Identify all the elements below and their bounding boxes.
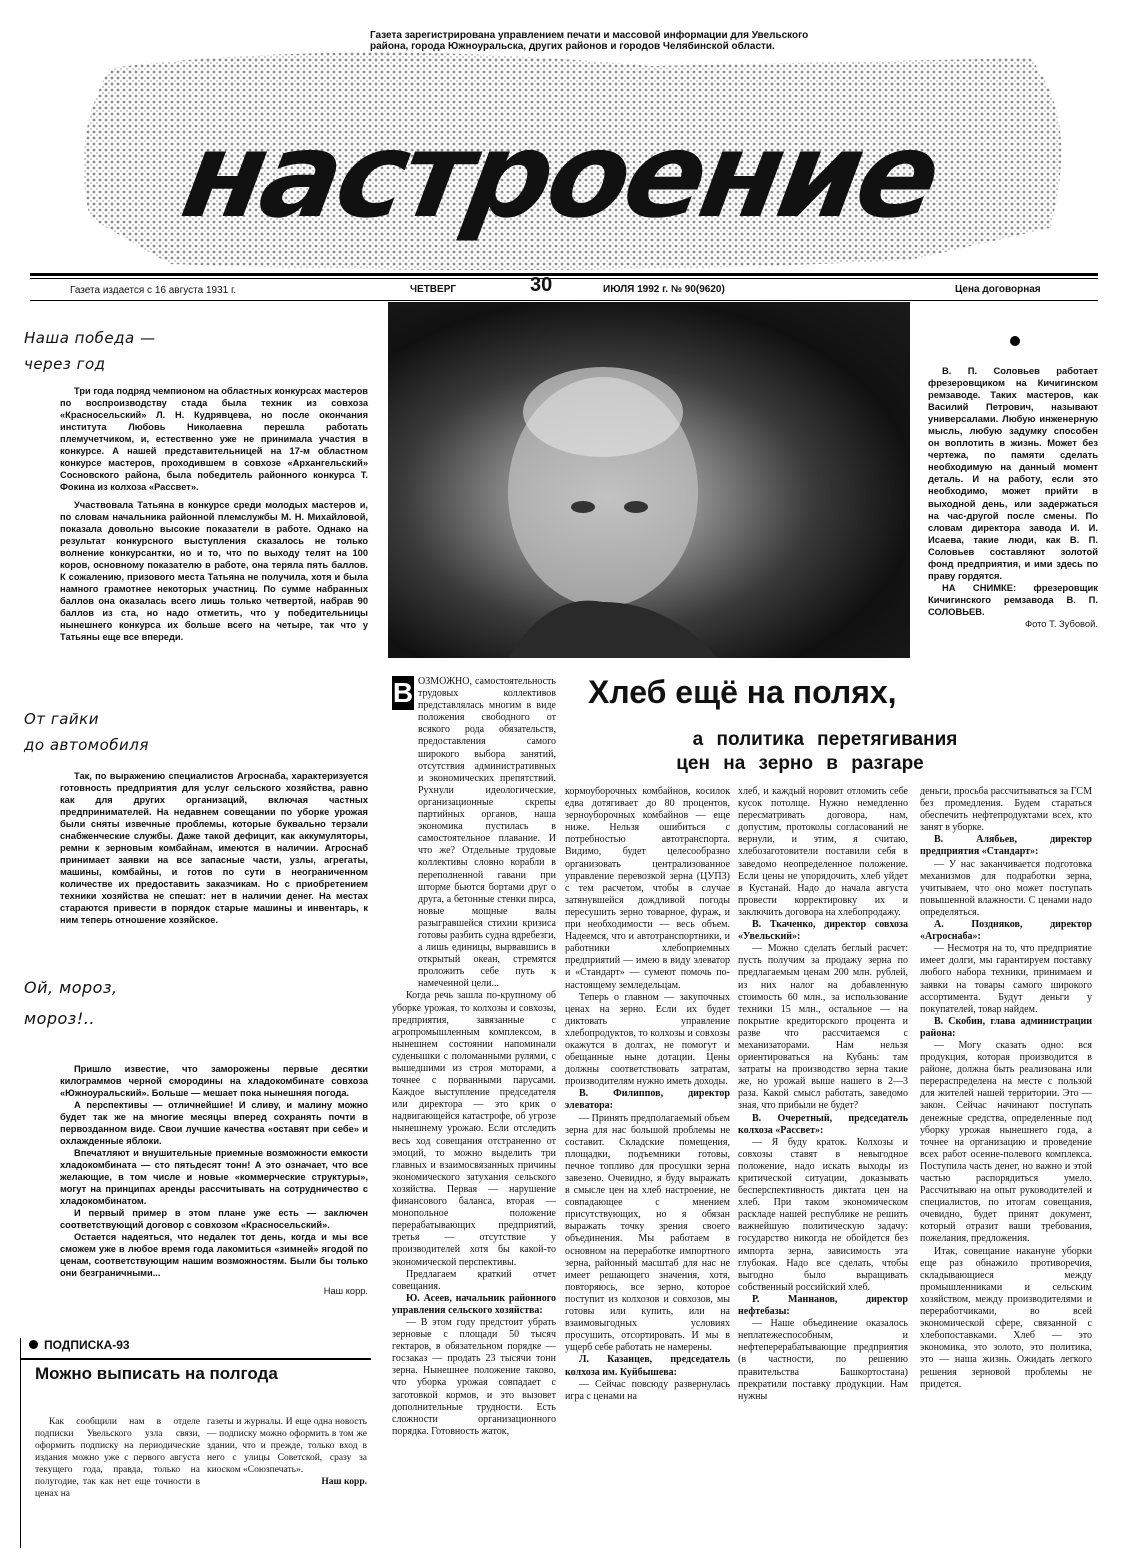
- paragraph: — Я буду краток. Колхозы и совхозы ставят в невыгодное положение, надо искать выходы из критической ситуации, доказывать бесперспективность диктата цен на хлеб. При таком экономическом раскладе нашей республике не решить важнейшую политическую задачу: государство никогда не обойдется без импорта зерна, зависимость эта глубокая. Надо все сделать, чтобы выгодно было выращивать собственный российский хлеб.: [738, 1136, 908, 1293]
- article-frost-signature: Наш корр.: [323, 1286, 368, 1296]
- main-subhead-1: а политика перетягивания: [692, 729, 958, 750]
- subscription-signature: Наш корр.: [321, 1477, 367, 1487]
- masthead-rule-thin: [30, 278, 1098, 279]
- paragraph: деньги, просьба рассчитываться за ГСМ без промедления. Будем стараться обеспечить нефтепродуктами всех, кто занят в уборке.: [920, 786, 1092, 834]
- paragraph: хлеб, и каждый норовит отломить себе кусок потолще. Нужно немедленно пересматривать договора, нам, допустим, протоколы согласований не вернули, и этим, я считаю, хлебозаготовители поставили себя в заведомо неопределенное положение. Если цены не упорядочить, хлеб уйдет в Кустанай. Надо до начала августа провести корректировку их и заключить договора на хлебопродажу.: [738, 786, 908, 918]
- paragraph: — Наше объединение оказалось неплатежеспособным, и нефтеперерабатывающие предприятия (в частности, по решению правительства Башкортостана) прекратили поставку продукции. Нам нужны: [738, 1318, 908, 1402]
- subscription-col-1: [35, 1416, 200, 1500]
- issue-date: ИЮЛЯ 1992 г. № 90(9620): [603, 284, 725, 295]
- speaker: В. Алябьев, директор предприятия «Стандарт»:: [920, 834, 1092, 858]
- article-victory-heading-1: Наша победа —: [24, 329, 156, 347]
- paragraph: Остается надеяться, что недалек тот день, когда и мы все сможем уже в любое время года лакомиться «зимней» ягодой по ценам, соответствующим нашим возможностям. Были бы только они безграничными...: [60, 1232, 368, 1278]
- speaker: А. Поздняков, директор «Агроснаба»:: [920, 919, 1092, 943]
- paragraph: — Несмотря на то, что предприятие имеет долги, мы гарантируем поставку любого набора техники, принимаем и заявки на товары самого широкого ассортимента. Будут деньги у покупателей, товар найдем.: [920, 943, 1092, 1015]
- photo-credit: Фото Т. Зубовой.: [1024, 617, 1098, 629]
- paragraph: Так, по выражению специалистов Агроснаба, характеризуется готовность предприятия для услуг сельского хозяйства, равно как для других организаций, включая частных предпринимателей. На недавнем совещании по уборке урожая были сняты извечные проблемы, которые буквально терзали снабженческие службы. Даже такой дефицит, как аккумуляторы, ремни к зерновым комбайнам, имеются в наличии. Агроснаб принимает заявки на все запасные части, узлы, агрегаты, машины, комбайны, и готов по сути в неограниченном количестве их предоставить заказчикам. Но с приобретением техники хозяйства не спешат: нет в наличии денег. На местах стараются привести в порядок старые машины и инвентарь, к ним теперь отношение хозяйское.: [60, 771, 368, 925]
- speaker: В. Филиппов, директор элеватора:: [565, 1088, 730, 1112]
- article-frost-heading-2: мороз!..: [24, 1009, 95, 1028]
- speaker: Р. Маннанов, директор нефтебазы:: [738, 1293, 908, 1318]
- main-headline: Хлеб ещё на полях,: [588, 674, 897, 710]
- paragraph: — Можно сделать беглый расчет: пусть получим за продажу зерна по предлагаемым ценам 200 млн. рублей, из них налог на добавленную стоимость 60 млн., за использование техники 15 млн., остальное — на покрытие кредиторского процента и разве что рассчитаемся с механизаторами. Нам нельзя ориентироваться на Кубань: там затраты на производство зерна такие же, но урожай выше нашего в 2—3 раза. Какой смысл работать, заведомо зная, что прибыли не будет?: [738, 943, 908, 1112]
- speaker: В. Ткаченко, директор совхоза «Увельский»:: [738, 919, 908, 943]
- paragraph: Как сообщили нам в отделе подписки Увельского узла связи, оформить подписку на периодические издания можно уже с первого августа текущего года, правда, только на полугодие, так как нет еще точности в ценах на: [35, 1417, 200, 1499]
- main-col-3: [738, 786, 908, 1546]
- paragraph: Когда речь зашла по-крупному об уборке урожая, то колхозы и совхозы, предприятия, завязанные с агропромышленным комплексом, в нынешнем состоянии напоминали суденышки с поломанными рулями, с вышедшими из строя моторами, а точнее с порванными парусами. Каждое выступление председателя или директора — это крик о надвигающейся катастрофе, об угрозе нынешнему урожаю. Если отследить весь ход совещания отстраненно от эмоций, то можно выделить три главных и взаимосвязанных причины экономического затухания сельского хозяйства. Первая — нарушение финансового баланса, вторая — монопольное положение перерабатывающих предприятий, третья — отсутствие у производителей хотя бы какой-то экономической перспективы.: [392, 990, 556, 1268]
- paragraph: кормоуборочных комбайнов, косилок едва дотягивает до 80 процентов, зерноуборочных комбайнов — еще ниже. Нельзя ошибиться с потребностью автотранспорта. Видимо, будет целесообразно организовать централизованное управление перевозкой зерна (ЦУПЗ) с тем расчетом, чтобы в случае затянувшейся дождливой погоды пересушить зерно товарное, фураж, и при необходимости — весь объем. Надеемся, что и автотранспортники, и работники хлебоприемных предприятий — имею в виду элеватор и «Стандарт» — сумеют помочь по-настоящему земледельцам.: [565, 786, 730, 991]
- article-victory-body: [60, 385, 368, 643]
- issue-day: 30: [530, 274, 553, 296]
- subscription-box: [20, 1338, 371, 1548]
- paragraph: НА СНИМКЕ: фрезеровщик Кичигинского ремзавода В. П. СОЛОВЬЕВ.: [928, 581, 1098, 617]
- speaker: Ю. Асеев, начальник районного управления сельского хозяйства:: [392, 1292, 556, 1316]
- paragraph: А перспективы — отличнейшие! И сливу, и малину можно будет так же на многие месяцы вперед сохранять почти в первозданном виде. Свои лучшие качества «оставят при себе» и охлажденные яблоки.: [60, 1100, 368, 1146]
- article-victory-heading-2: через год: [24, 355, 106, 373]
- paragraph: Впечатляют и внушительные приемные возможности емкости хладокомбината — сто пятьдесят тонн! А это означает, что все желающие, в том числе и новые «коммерческие структуры», могут на принципах аренды рассчитывать на сотрудничество с хладокомбинатом.: [60, 1148, 368, 1206]
- paragraph: В. П. Соловьев работает фрезеровщиком на Кичигинском ремзаводе. Таких мастеров, как Василий Петрович, называют универсалами. Любую инженерную мысль, любую задумку способен он воплотить в жизнь. Может без чертежа, по памяти сделать необходимую на данный момент деталь. И на работу, если это необходимо, может прийти в выходной день, или задержаться на час-другой после смены. По словам директора завода И. И. Исаева, такие люди, как В. П. Соловьев составляют золотой фонд предприятия, и ими здесь по праву гордятся.: [928, 365, 1098, 581]
- paragraph: — Принять предполагаемый объем зерна для нас большой проблемы не составит. Складские помещения, площадки, подъемники готовы, печное топливо для просушки зерна завезено. Очевидно, я буду выражать в смысле цен на хлеб настроение, не совпадающее с мнением присутствующих, но я обязан выражать точку зрения своего объединения. Мы работаем в основном на переработке импортного зерна, районный масштаб для нас не имеет решающего значения, хотя, повторяюсь, все зерно, которое поступит из колхозов и совхозов, мы готовы или купить, или на взаимовыгодных условиях просушить, отсортировать. И мы в ущерб себе работать не намерены.: [565, 1112, 730, 1354]
- article-agrosnab: [24, 706, 354, 758]
- speaker: В. Скобин, глава администрации района:: [920, 1015, 1092, 1039]
- paragraph: — У нас заканчивается подготовка механизмов для подработки зерна, учитываем, что оно может поступать повышенной влажности. С ценами надо определяться.: [920, 858, 1092, 918]
- paragraph: Теперь о главном — закупочных ценах на зерно. Если их будет диктовать управление хлебопродуктов, то колхозы и совхозы окажутся в долгах, не помогут и обещанные ныне дотации. Цены должны соответствовать затратам, производителям нужно иметь доходы.: [565, 991, 730, 1088]
- masthead-rule-top: [30, 273, 1098, 276]
- paragraph: Участвовала Татьяна в конкурсе среди молодых мастеров и, по словам начальника районной племслужбы М. Н. Михайловой, показала довольно высокие показатели в работе. Однако на результат конкурсного выступления сказалось не только волнение конкурсантки, но и то, что по выходу телят на 100 коров, основному показателю в работе, она теряла пять баллов. К сожалению, призового места Татьяна не получила, хотя и была намного грамотнее некоторых участниц. По сумме набранных баллов она оказалась всего лишь только четвертой, набрав 90 баллов из ста, но надо отметить, что у победительницы нынешнего конкурса их больше всего на четыре, так что у Татьяны еще все впереди.: [60, 500, 368, 642]
- speaker: В. Очеретный, председатель колхоза «Рассвет»:: [738, 1112, 908, 1136]
- paragraph: — Сейчас повсюду развернулась игра с ценами на: [565, 1378, 730, 1402]
- main-subhead-2: цен на зерно в разгаре: [676, 753, 924, 774]
- main-col-1: [392, 676, 556, 1546]
- bullet-icon: [1010, 336, 1020, 346]
- main-col-4: [920, 786, 1092, 1546]
- photo-silhouette: [388, 302, 910, 658]
- newspaper-title: настроение: [173, 106, 947, 244]
- paragraph: — Могу сказать одно: вся продукция, которая производится в районе, должна быть реализована или перераспределена на месте с пользой для жителей нашей территории. Это — закон. Сейчас начинают поступать денежные средства, определенные под уборку урожая нынешнего года, а точнее на организацию и проведение всех работ осенне-полевого комплекса. Поступила часть денег, но важно и этой частью распорядиться умело. Рассчитываю на опыт руководителей и специалистов, по итогам совещания, очевидно, будет принят документ, который отразит ваши требования, пожелания, предложения.: [920, 1039, 1092, 1245]
- drop-cap: В: [392, 677, 414, 708]
- speaker: Л. Казанцев, председатель колхоза им. Куйбышева:: [565, 1354, 730, 1378]
- paragraph: ОЗМОЖНО, самостоятельность трудовых коллективов представлялась многим в виде положения свободного от всякого рода обязательств, предоставления самого широкого выбора занятий, отсутствия административных и экономических препятствий. Рухнули идеологические, организационные скрепы партийных органов, наша экономика пустилась в самостоятельное плавание. И что же? Отдельные трудовые коллективы словно корабли в переполненной гавани при шторме бьются бортами друг о друга, а бетонные стенки пирса, новые мощные валы разыгравшейся стихии кризиса готовы разбить судна вдребезги, а лишь единицы, вырвавшись в открытый океан, стремятся проложить себе путь к намеченной цели...: [418, 676, 556, 990]
- paragraph: И первый пример в этом плане уже есть — заключен соответствующий договор с совхозом «Красносельский».: [60, 1208, 368, 1230]
- weekday: ЧЕТВЕРГ: [410, 284, 457, 295]
- subscription-rule: [21, 1358, 371, 1360]
- subscription-label-text: ПОДПИСКА-93: [44, 1338, 130, 1352]
- article-frost-body: [60, 1063, 368, 1297]
- since-note: Газета издается с 16 августа 1931 г.: [70, 285, 237, 296]
- paragraph: Предлагаем краткий отчет совещания.: [392, 1268, 556, 1292]
- photo-solovyev: [388, 302, 910, 658]
- article-victory: [24, 325, 354, 377]
- subscription-heading: Можно выписать на полгода: [35, 1364, 278, 1383]
- photo-caption: [928, 365, 1098, 630]
- masthead-rule-bottom: [30, 300, 1098, 301]
- article-agrosnab-body: [60, 770, 368, 926]
- subscription-label: [29, 1338, 130, 1352]
- article-agrosnab-heading-2: до автомобиля: [24, 736, 149, 754]
- article-frost-heading-1: Ой, мороз,: [24, 978, 118, 997]
- paragraph: Три года подряд чемпионом на областных конкурсах мастеров по воспроизводству стада была техник из совхоза «Красносельский» Л. Н. Кудрявцева, но после окончания института Любовь Николаевна перешла работать племучетчиком, и, естественно уже не принимала участия в конкурсе. А нашей представительницей на 17-м областном конкурсе мастеров, проходившем в совхозе «Архангельский» Сосновского района, была победитель районного конкурса Т. Фокина из колхоза «Рассвет».: [60, 386, 368, 492]
- paragraph: Итак, совещание накануне уборки еще раз обнажило противоречия, складывающиеся между промышленниками и сельским хозяйством, между производителями и переработчиками, во всей экономической сфере, связанной с хлебопоставками. Хлеб — это экономика, это золото, это политика, это — наша жизнь. Ожидать легкого решения зерновой проблемы не придется.: [920, 1245, 1092, 1390]
- registration-note: Газета зарегистрирована управлением печати и массовой информации для Увельского района, города Южноуральска, других районов и городов Челябинской области.: [370, 30, 809, 52]
- subscription-col-2: [207, 1416, 367, 1488]
- article-frost: [24, 972, 354, 1034]
- paragraph: газеты и журналы. И еще одна новость — подписку можно оформить в том же здании, что и прежде, только вход в него с улицы Советской, сразу за киоском «Союзпечать».: [207, 1417, 367, 1475]
- bullet-icon: [29, 1340, 38, 1349]
- main-col-2: [565, 786, 730, 1546]
- price: Цена договорная: [955, 284, 1041, 295]
- article-agrosnab-heading-1: От гайки: [24, 710, 99, 728]
- paragraph: — В этом году предстоит убрать зерновые с площади 50 тысяч гектаров, в обязательном порядке — госзаказ — продать 23 тысячи тонн зерна. Нынешнее положение таково, что уборка урожая совпадает с заготовкой кормов, и это вызовет дополнительные трудности. Есть сложности организационного порядка. Готовность жаток,: [392, 1316, 556, 1437]
- paragraph: Пришло известие, что заморожены первые десятки килограммов черной смородины на хладокомбинате совхоза «Южноуральский». Больше — мешает пока нынешняя погода.: [60, 1064, 368, 1098]
